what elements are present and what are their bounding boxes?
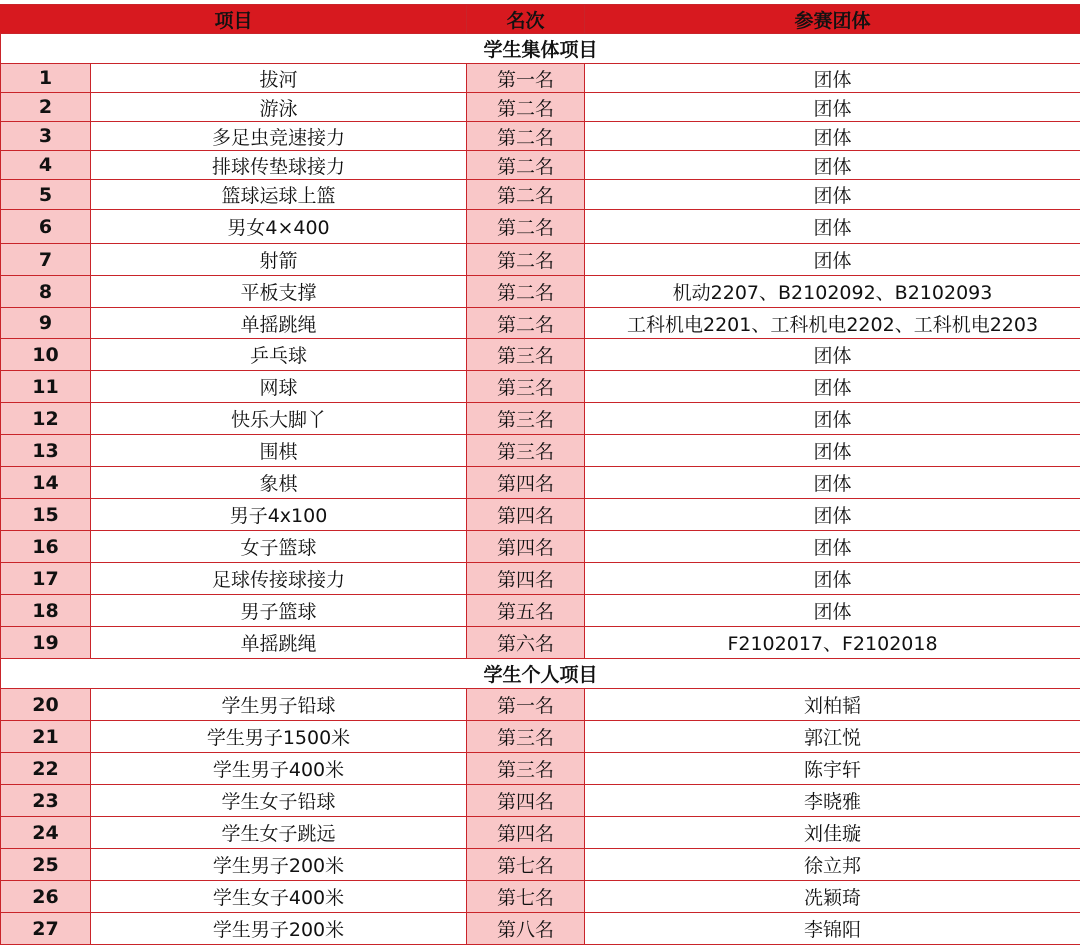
event-name: 篮球运球上篮 xyxy=(91,180,467,210)
team-cell: 冼颖琦 xyxy=(585,881,1080,913)
rank-cell: 第三名 xyxy=(467,339,585,371)
table-row xyxy=(1,244,1080,276)
table-row xyxy=(1,122,1080,151)
rank-cell: 第七名 xyxy=(467,881,585,913)
team-cell: 刘柏韬 xyxy=(585,689,1080,721)
team-cell: 团体 xyxy=(585,595,1080,627)
row-number: 1 xyxy=(1,64,91,93)
row-number: 12 xyxy=(1,403,91,435)
row-number: 5 xyxy=(1,180,91,210)
rank-cell: 第四名 xyxy=(467,563,585,595)
header-team: 参赛团体 xyxy=(585,5,1080,34)
rank-cell: 第三名 xyxy=(467,753,585,785)
table-row xyxy=(1,308,1080,339)
event-name: 单摇跳绳 xyxy=(91,627,467,659)
table-row xyxy=(1,371,1080,403)
event-name: 网球 xyxy=(91,371,467,403)
table-row xyxy=(1,753,1080,785)
team-cell: 团体 xyxy=(585,371,1080,403)
rank-cell: 第三名 xyxy=(467,371,585,403)
team-cell: 团体 xyxy=(585,467,1080,499)
table-row xyxy=(1,339,1080,371)
section-title: 学生个人项目 xyxy=(1,659,1080,689)
rank-cell: 第四名 xyxy=(467,817,585,849)
team-cell: 团体 xyxy=(585,339,1080,371)
event-name: 平板支撑 xyxy=(91,276,467,308)
team-cell: 李锦阳 xyxy=(585,913,1080,945)
table-row xyxy=(1,689,1080,721)
team-cell: 刘佳璇 xyxy=(585,817,1080,849)
row-number: 9 xyxy=(1,308,91,339)
header-event: 项目 xyxy=(1,5,467,34)
row-number: 13 xyxy=(1,435,91,467)
event-name: 女子篮球 xyxy=(91,531,467,563)
team-cell: 团体 xyxy=(585,244,1080,276)
event-name: 乒乓球 xyxy=(91,339,467,371)
row-number: 15 xyxy=(1,499,91,531)
header-rank: 名次 xyxy=(467,5,585,34)
row-number: 3 xyxy=(1,122,91,151)
row-number: 2 xyxy=(1,93,91,122)
rank-cell: 第二名 xyxy=(467,308,585,339)
rank-cell: 第一名 xyxy=(467,64,585,93)
row-number: 27 xyxy=(1,913,91,945)
rank-cell: 第三名 xyxy=(467,403,585,435)
rank-cell: 第一名 xyxy=(467,689,585,721)
rank-cell: 第二名 xyxy=(467,244,585,276)
event-name: 学生男子铅球 xyxy=(91,689,467,721)
event-name: 学生男子200米 xyxy=(91,913,467,945)
rank-cell: 第四名 xyxy=(467,531,585,563)
team-cell: 徐立邦 xyxy=(585,849,1080,881)
table-row xyxy=(1,276,1080,308)
table-row xyxy=(1,210,1080,244)
event-name: 象棋 xyxy=(91,467,467,499)
event-name: 学生女子跳远 xyxy=(91,817,467,849)
team-cell: 团体 xyxy=(585,64,1080,93)
event-name: 足球传接球接力 xyxy=(91,563,467,595)
row-number: 17 xyxy=(1,563,91,595)
team-cell: 团体 xyxy=(585,210,1080,244)
event-name: 学生女子铅球 xyxy=(91,785,467,817)
row-number: 6 xyxy=(1,210,91,244)
table-row xyxy=(1,151,1080,180)
event-name: 排球传垫球接力 xyxy=(91,151,467,180)
team-cell: 团体 xyxy=(585,563,1080,595)
table-row xyxy=(1,881,1080,913)
header-row xyxy=(1,5,1080,34)
team-cell: 团体 xyxy=(585,435,1080,467)
rank-cell: 第四名 xyxy=(467,467,585,499)
event-name: 男女4×400 xyxy=(91,210,467,244)
rank-cell: 第二名 xyxy=(467,276,585,308)
rank-cell: 第七名 xyxy=(467,849,585,881)
table-row xyxy=(1,64,1080,93)
team-cell: 工科机电2201、工科机电2202、工科机电2203 xyxy=(585,308,1080,339)
team-cell: 团体 xyxy=(585,151,1080,180)
table-row xyxy=(1,721,1080,753)
event-name: 快乐大脚丫 xyxy=(91,403,467,435)
rank-cell: 第二名 xyxy=(467,210,585,244)
event-name: 拔河 xyxy=(91,64,467,93)
team-cell: 郭江悦 xyxy=(585,721,1080,753)
row-number: 21 xyxy=(1,721,91,753)
rank-cell: 第二名 xyxy=(467,93,585,122)
team-cell: 团体 xyxy=(585,180,1080,210)
row-number: 20 xyxy=(1,689,91,721)
event-name: 学生男子400米 xyxy=(91,753,467,785)
table-row xyxy=(1,817,1080,849)
rank-cell: 第五名 xyxy=(467,595,585,627)
section-title-row xyxy=(1,659,1080,689)
row-number: 11 xyxy=(1,371,91,403)
table-row xyxy=(1,627,1080,659)
section-title-row xyxy=(1,34,1080,64)
table-row xyxy=(1,785,1080,817)
team-cell: 机动2207、B2102092、B2102093 xyxy=(585,276,1080,308)
row-number: 26 xyxy=(1,881,91,913)
event-name: 多足虫竞速接力 xyxy=(91,122,467,151)
row-number: 24 xyxy=(1,817,91,849)
rank-cell: 第三名 xyxy=(467,435,585,467)
team-cell: 陈宇轩 xyxy=(585,753,1080,785)
table-row xyxy=(1,499,1080,531)
event-name: 男子4x100 xyxy=(91,499,467,531)
table-row xyxy=(1,531,1080,563)
rank-cell: 第八名 xyxy=(467,913,585,945)
rank-cell: 第二名 xyxy=(467,122,585,151)
table-row xyxy=(1,467,1080,499)
table-row xyxy=(1,849,1080,881)
team-cell: 团体 xyxy=(585,531,1080,563)
event-name: 射箭 xyxy=(91,244,467,276)
table-row xyxy=(1,913,1080,945)
table-row xyxy=(1,93,1080,122)
row-number: 23 xyxy=(1,785,91,817)
team-cell: 团体 xyxy=(585,499,1080,531)
event-name: 学生男子1500米 xyxy=(91,721,467,753)
event-name: 男子篮球 xyxy=(91,595,467,627)
table-row xyxy=(1,595,1080,627)
row-number: 16 xyxy=(1,531,91,563)
table-row xyxy=(1,435,1080,467)
team-cell: 团体 xyxy=(585,122,1080,151)
row-number: 25 xyxy=(1,849,91,881)
rank-cell: 第二名 xyxy=(467,180,585,210)
table-row xyxy=(1,403,1080,435)
event-name: 学生男子200米 xyxy=(91,849,467,881)
event-name: 学生女子400米 xyxy=(91,881,467,913)
team-cell: 李晓雅 xyxy=(585,785,1080,817)
row-number: 18 xyxy=(1,595,91,627)
table-body xyxy=(1,34,1080,945)
row-number: 4 xyxy=(1,151,91,180)
team-cell: 团体 xyxy=(585,93,1080,122)
event-name: 单摇跳绳 xyxy=(91,308,467,339)
row-number: 22 xyxy=(1,753,91,785)
row-number: 10 xyxy=(1,339,91,371)
rank-cell: 第四名 xyxy=(467,785,585,817)
rank-cell: 第三名 xyxy=(467,721,585,753)
event-name: 围棋 xyxy=(91,435,467,467)
table-row xyxy=(1,180,1080,210)
results-table xyxy=(0,4,1080,945)
row-number: 14 xyxy=(1,467,91,499)
row-number: 7 xyxy=(1,244,91,276)
team-cell: F2102017、F2102018 xyxy=(585,627,1080,659)
rank-cell: 第四名 xyxy=(467,499,585,531)
section-title: 学生集体项目 xyxy=(1,34,1080,64)
table-row xyxy=(1,563,1080,595)
team-cell: 团体 xyxy=(585,403,1080,435)
event-name: 游泳 xyxy=(91,93,467,122)
rank-cell: 第六名 xyxy=(467,627,585,659)
row-number: 8 xyxy=(1,276,91,308)
row-number: 19 xyxy=(1,627,91,659)
rank-cell: 第二名 xyxy=(467,151,585,180)
